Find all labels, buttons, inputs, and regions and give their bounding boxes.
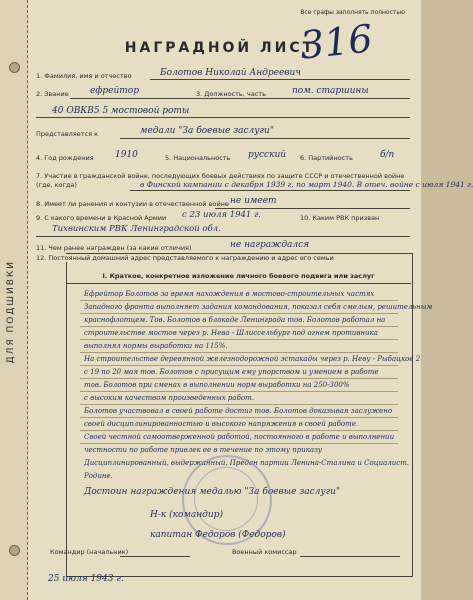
- field-1-value: Болотов Николай Андреевич: [160, 68, 301, 78]
- feat-line: Западного фронта выполняет задания командования, показал себя смелым, решительным: [84, 303, 433, 311]
- date-handwritten: 25 июля 1943 г.: [48, 574, 124, 584]
- feat-line: своей дисциплинированностью и высокого напряжения в своей работе.: [84, 420, 359, 428]
- feat-line: Болотов участвовал в своей работе достиг тов. Болотов доказывая заслужено: [84, 407, 393, 415]
- field-12-label: 12. Постоянный домашний адрес представляемого к награждению и адрес его семьи: [36, 254, 338, 262]
- field-7-label: 7. Участие в гражданской войне, последующих боевых действиях по защите СССР и отечественной войне (где, когда): [36, 172, 405, 189]
- field-10-value: Тихвинским РВК Ленинградской обл.: [52, 224, 221, 234]
- feat-line: тов. Болотов при сменах в выполнении норм выработки на 250-300%: [84, 381, 350, 389]
- sheet-number: 316: [297, 16, 375, 68]
- field-11-label: 11. Чем ранее награжден (за какие отличия): [36, 244, 192, 252]
- fill-all-fields-note: Все графы заполнять полностью: [300, 9, 405, 16]
- feat-line: Своей честной самоотверженной работой, постоянного в работе и выполнении: [84, 433, 395, 441]
- field-8-label: 8. Имеет ли ранения и контузии в отечественной войне: [36, 200, 229, 208]
- field-3-value: пом. старшины: [292, 86, 369, 96]
- signature-role: Н-к (командир): [150, 510, 223, 520]
- feat-line: На строительстве деревянной железнодорожной эстакады через р. Неву - Рыбацкое 2: [84, 355, 421, 363]
- feat-line: с высоким качеством произведенных работ.: [84, 394, 254, 402]
- feat-line: с 19 по 20 мая тов. Болотов с присущим ему упорством и умением в работе: [84, 368, 379, 376]
- feat-line: строительстве мостов через р. Нева - Шлиссельбург под огнем противника: [84, 329, 378, 337]
- commissar-label: Военный комиссар: [232, 548, 297, 556]
- feat-line: Ефрейтор Болотов за время нахождения в мостово-строительных частях: [84, 290, 375, 298]
- document-title: НАГРАДНОЙ ЛИСТ: [124, 40, 316, 56]
- field-3-label: 3. Должность, часть: [196, 90, 266, 98]
- feat-line: Дисциплинированный, выдержанный, Предан партии Ленина-Сталина и Социалист.: [84, 459, 410, 467]
- feat-line: выполнял нормы выработки на 115%.: [84, 342, 228, 350]
- field-7-value: в Финской кампании с декабря 1939 г. по март 1940. В отеч. войне с июля 1941 г.: [140, 180, 473, 189]
- field-9-label: 9. С какого времени в Красной Армии: [36, 214, 167, 222]
- field-10-label: 10. Каким РВК призван: [300, 214, 380, 222]
- field-11-value: не награждался: [230, 240, 310, 250]
- field-4-value: 1910: [115, 150, 138, 160]
- binding-strip: [0, 0, 28, 600]
- field-8-value: не имеет: [230, 196, 277, 206]
- feat-line: краснофлотцем. Тов. Болотов в блокаде Ленинграда тов. Болотов работал на: [84, 316, 386, 324]
- field-unit-value: 40 ОВКВ5 5 мостовой роты: [52, 106, 190, 116]
- field-2-label: 2. Звание: [36, 90, 69, 98]
- punch-hole-icon: [9, 545, 20, 556]
- field-nominated-label: Представляется к: [36, 130, 99, 138]
- field-2-value: ефрейтор: [90, 86, 139, 96]
- feat-line: честности по работе привлек ее в течение по этому приказу: [84, 446, 322, 454]
- field-5-label: 5. Национальность: [165, 154, 231, 162]
- binding-strip-label: ДЛЯ ПОДШИВКИ: [6, 260, 16, 364]
- field-6-value: б/п: [380, 150, 395, 160]
- field-4-label: 4. Год рождения: [36, 154, 94, 162]
- feat-line: Родине.: [84, 472, 113, 480]
- field-9-value: с 23 июля 1941 г.: [182, 210, 262, 220]
- commander-label: Командир (начальник): [50, 548, 129, 556]
- punch-hole-icon: [9, 62, 20, 73]
- signature-name: капитан Федоров (Федоров): [150, 530, 286, 540]
- field-nominated-value: медали "За боевые заслуги": [140, 126, 274, 136]
- feat-conclusion: Достоин награждения медалью "За боевые заслуги": [84, 487, 341, 497]
- unit-seal-inner-icon: [194, 467, 258, 531]
- field-5-value: русский: [248, 150, 287, 160]
- field-1-label: 1. Фамилия, имя и отчество: [36, 72, 132, 80]
- field-6-label: 6. Партийность: [300, 154, 353, 162]
- section-title: I. Краткое, конкретное изложение личного боевого подвига или заслуг: [102, 272, 375, 280]
